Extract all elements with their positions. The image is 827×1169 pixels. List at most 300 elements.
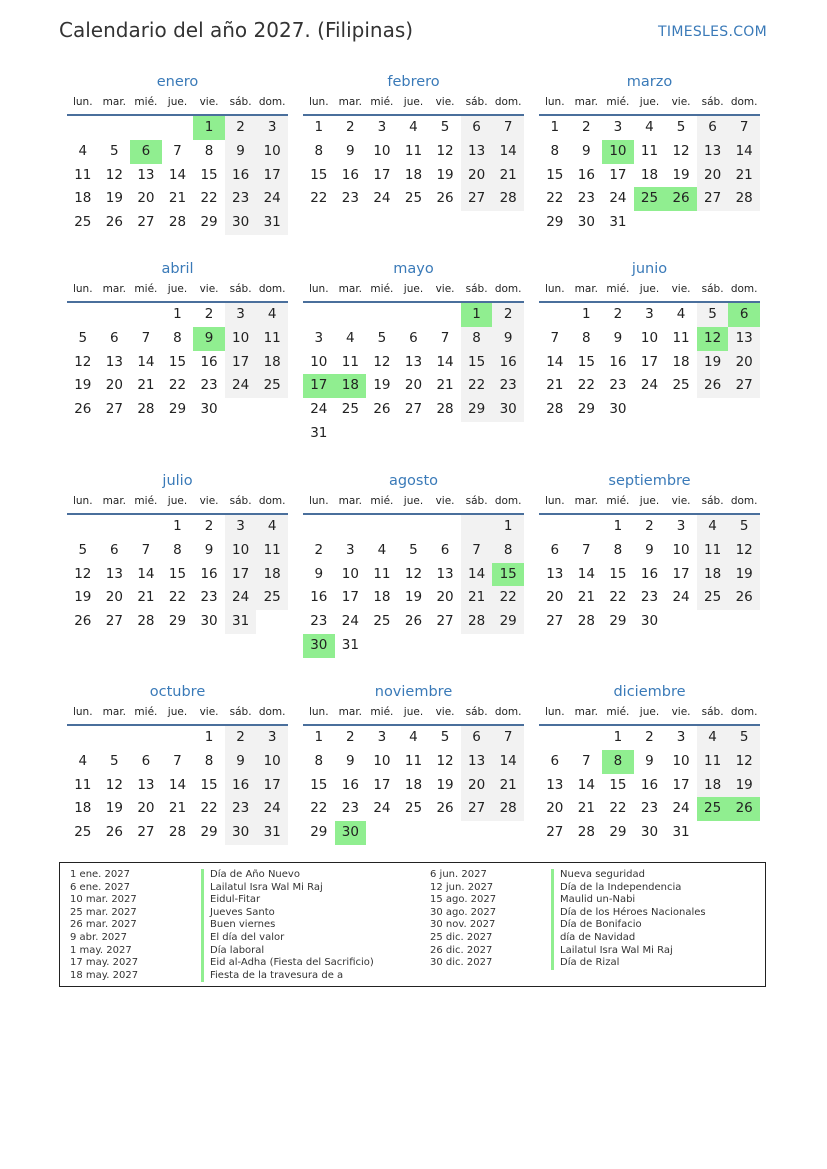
weekday-label: mar. bbox=[338, 283, 363, 295]
weekday-label: jue. bbox=[639, 283, 660, 295]
week-row bbox=[303, 539, 524, 563]
day-cell: 20 bbox=[546, 800, 564, 817]
legend-holiday-name: Día de la Independencia bbox=[551, 882, 706, 895]
day-cell: 17 bbox=[373, 776, 391, 793]
day-cell: 13 bbox=[697, 140, 729, 164]
day-cell: 17 bbox=[640, 353, 659, 370]
day-cell: 26 bbox=[373, 401, 391, 418]
day-cell: 7 bbox=[582, 752, 591, 769]
day-cell: 6 bbox=[550, 752, 560, 769]
weekday-label: dom. bbox=[494, 96, 522, 108]
empty-cell bbox=[429, 821, 461, 845]
day-cell: 3 bbox=[346, 541, 355, 558]
day-cell: 27 bbox=[461, 797, 493, 821]
empty-cell bbox=[697, 610, 729, 634]
weekday-label: sáb. bbox=[701, 96, 724, 108]
empty-cell bbox=[398, 515, 430, 539]
day-cell: 8 bbox=[204, 142, 214, 159]
empty-cell bbox=[366, 515, 398, 539]
day-cell: 3 bbox=[256, 116, 288, 140]
day-cell: 20 bbox=[105, 589, 123, 606]
weekday-label: lun. bbox=[308, 706, 329, 718]
day-cell: 6 bbox=[440, 541, 450, 558]
month-junio bbox=[539, 259, 760, 422]
day-cell: 8 bbox=[314, 752, 324, 769]
legend-holiday-name: Eid al-Adha (Fiesta del Sacrificio) bbox=[201, 957, 374, 970]
legend-date: 10 mar. 2027 bbox=[70, 894, 137, 906]
day-cell: 2 bbox=[645, 729, 654, 745]
day-cell: 12 bbox=[672, 142, 690, 159]
empty-cell bbox=[697, 398, 729, 422]
holiday-day-cell: 15 bbox=[492, 563, 524, 587]
day-cell: 15 bbox=[461, 351, 493, 375]
weekday-label: lun. bbox=[72, 96, 93, 108]
week-row bbox=[67, 374, 288, 398]
empty-cell bbox=[162, 726, 194, 750]
day-cell: 28 bbox=[492, 797, 524, 821]
week-row bbox=[303, 821, 524, 845]
day-cell: 21 bbox=[577, 589, 595, 606]
weekday-label: vie. bbox=[435, 706, 455, 718]
weekday-label: vie. bbox=[199, 96, 219, 108]
weekday-label: vie. bbox=[671, 706, 691, 718]
month-septiembre bbox=[539, 471, 760, 634]
weekday-label: sáb. bbox=[229, 283, 252, 295]
holiday-day-cell: 1 bbox=[461, 303, 493, 327]
day-cell: 21 bbox=[492, 164, 524, 188]
week-row bbox=[303, 610, 524, 634]
legend-date: 12 jun. 2027 bbox=[430, 881, 494, 893]
weekday-header bbox=[303, 92, 524, 116]
day-cell: 25 bbox=[672, 377, 690, 394]
empty-cell bbox=[398, 303, 430, 327]
weekday-label: dom. bbox=[258, 96, 286, 108]
day-cell: 11 bbox=[672, 329, 690, 346]
week-row bbox=[539, 821, 760, 845]
day-cell: 14 bbox=[137, 565, 155, 582]
month-name: noviembre bbox=[374, 684, 453, 700]
day-cell: 20 bbox=[105, 377, 123, 394]
day-cell: 22 bbox=[577, 377, 595, 394]
day-cell: 27 bbox=[697, 187, 729, 211]
week-row bbox=[303, 187, 524, 211]
holiday-day-cell: 30 bbox=[335, 821, 367, 845]
holiday-day-cell: 6 bbox=[728, 303, 760, 327]
day-cell: 9 bbox=[225, 750, 257, 774]
week-row bbox=[67, 303, 288, 327]
week-row bbox=[303, 351, 524, 375]
month-agosto bbox=[303, 471, 524, 658]
day-cell: 20 bbox=[461, 774, 493, 798]
week-row bbox=[67, 116, 288, 140]
day-cell: 8 bbox=[492, 539, 524, 563]
month-mayo bbox=[303, 259, 524, 446]
day-cell: 6 bbox=[461, 116, 493, 140]
week-row bbox=[539, 303, 760, 327]
brand-logo-link[interactable]: TIMESLES.COM bbox=[658, 24, 767, 40]
day-cell: 23 bbox=[640, 589, 659, 606]
day-cell: 31 bbox=[609, 214, 627, 231]
day-cell: 7 bbox=[173, 752, 182, 769]
weekday-header bbox=[539, 702, 760, 726]
day-cell: 1 bbox=[314, 119, 324, 135]
week-row bbox=[303, 774, 524, 798]
holiday-day-cell: 25 bbox=[634, 187, 666, 211]
month-marzo bbox=[539, 72, 760, 235]
day-cell: 14 bbox=[461, 563, 493, 587]
weekday-label: mar. bbox=[574, 706, 599, 718]
day-cell: 27 bbox=[404, 401, 423, 418]
day-cell: 3 bbox=[676, 518, 686, 534]
day-cell: 19 bbox=[373, 377, 391, 394]
week-row bbox=[539, 539, 760, 563]
day-cell: 15 bbox=[609, 565, 627, 582]
day-cell: 15 bbox=[546, 166, 564, 183]
day-cell: 31 bbox=[310, 424, 328, 441]
day-cell: 22 bbox=[461, 374, 493, 398]
day-cell: 16 bbox=[310, 589, 328, 606]
weekday-label: sáb. bbox=[465, 96, 488, 108]
day-cell: 23 bbox=[200, 589, 218, 606]
day-cell: 7 bbox=[492, 726, 524, 750]
month-name: marzo bbox=[626, 74, 673, 90]
day-cell: 4 bbox=[697, 726, 729, 750]
week-row bbox=[303, 515, 524, 539]
month-diciembre bbox=[539, 682, 760, 845]
day-cell: 14 bbox=[728, 140, 760, 164]
week-row bbox=[539, 586, 760, 610]
day-cell: 17 bbox=[609, 166, 627, 183]
weekday-label: mar. bbox=[338, 96, 363, 108]
weekday-label: mar. bbox=[102, 495, 127, 507]
day-cell: 14 bbox=[577, 776, 595, 793]
day-cell: 9 bbox=[613, 329, 623, 346]
day-cell: 18 bbox=[373, 589, 391, 606]
day-cell: 11 bbox=[640, 142, 659, 159]
holiday-day-cell: 10 bbox=[602, 140, 634, 164]
week-row bbox=[67, 610, 288, 634]
day-cell: 24 bbox=[310, 401, 328, 418]
weekday-label: vie. bbox=[671, 283, 691, 295]
week-row bbox=[67, 140, 288, 164]
weekday-label: jue. bbox=[639, 96, 660, 108]
day-cell: 9 bbox=[492, 327, 524, 351]
weekday-header bbox=[67, 702, 288, 726]
weekday-label: mar. bbox=[102, 96, 127, 108]
empty-cell bbox=[697, 211, 729, 235]
day-cell: 31 bbox=[225, 610, 257, 634]
empty-cell bbox=[634, 398, 666, 422]
day-cell: 18 bbox=[256, 351, 288, 375]
day-cell: 6 bbox=[550, 541, 560, 558]
day-cell: 13 bbox=[436, 565, 454, 582]
day-cell: 4 bbox=[676, 306, 686, 322]
weekday-label: sáb. bbox=[229, 495, 252, 507]
weekday-label: jue. bbox=[639, 495, 660, 507]
day-cell: 22 bbox=[546, 190, 564, 207]
day-cell: 8 bbox=[461, 327, 493, 351]
day-cell: 2 bbox=[225, 726, 257, 750]
day-cell: 23 bbox=[609, 377, 627, 394]
week-row bbox=[539, 374, 760, 398]
day-cell: 24 bbox=[672, 800, 690, 817]
weekday-label: lun. bbox=[72, 283, 93, 295]
day-cell: 17 bbox=[672, 565, 690, 582]
day-cell: 9 bbox=[204, 541, 214, 558]
empty-cell bbox=[665, 610, 697, 634]
day-cell: 1 bbox=[550, 119, 560, 135]
day-cell: 5 bbox=[110, 752, 119, 769]
empty-cell bbox=[634, 211, 666, 235]
empty-cell bbox=[256, 398, 288, 422]
week-row bbox=[303, 303, 524, 327]
day-cell: 7 bbox=[550, 329, 560, 346]
month-febrero bbox=[303, 72, 524, 211]
day-cell: 5 bbox=[78, 329, 88, 346]
week-row bbox=[303, 422, 524, 446]
day-cell: 21 bbox=[137, 589, 155, 606]
day-cell: 1 bbox=[314, 729, 324, 745]
weekday-label: mié. bbox=[134, 706, 158, 718]
month-name: julio bbox=[162, 473, 193, 489]
legend-holiday-name: Jueves Santo bbox=[201, 907, 374, 920]
day-cell: 26 bbox=[697, 374, 729, 398]
day-cell: 26 bbox=[74, 613, 92, 630]
week-row bbox=[303, 750, 524, 774]
day-cell: 23 bbox=[341, 190, 359, 207]
empty-cell bbox=[429, 515, 461, 539]
weekday-label: vie. bbox=[671, 96, 691, 108]
legend-holiday-name: Buen viernes bbox=[201, 919, 374, 932]
week-row bbox=[539, 351, 760, 375]
day-cell: 25 bbox=[256, 586, 288, 610]
weekday-label: dom. bbox=[258, 495, 286, 507]
day-cell: 9 bbox=[346, 752, 355, 769]
day-cell: 6 bbox=[110, 329, 119, 346]
day-cell: 4 bbox=[377, 541, 387, 558]
day-cell: 24 bbox=[672, 589, 690, 606]
weekday-label: mié. bbox=[606, 283, 630, 295]
day-cell: 1 bbox=[204, 729, 214, 745]
day-cell: 28 bbox=[168, 824, 187, 841]
day-cell: 3 bbox=[314, 329, 324, 346]
day-cell: 22 bbox=[492, 586, 524, 610]
day-cell: 2 bbox=[204, 518, 214, 534]
week-row bbox=[67, 750, 288, 774]
day-cell: 16 bbox=[200, 565, 218, 582]
legend-holiday-name: Lailatul Isra Wal Mi Raj bbox=[201, 882, 374, 895]
weekday-label: vie. bbox=[435, 283, 455, 295]
day-cell: 23 bbox=[310, 613, 328, 630]
day-cell: 11 bbox=[256, 327, 288, 351]
month-abril bbox=[67, 259, 288, 422]
week-row bbox=[303, 586, 524, 610]
day-cell: 23 bbox=[640, 800, 659, 817]
week-row bbox=[67, 726, 288, 750]
day-cell: 29 bbox=[310, 824, 328, 841]
day-cell: 8 bbox=[173, 329, 182, 346]
weekday-label: mar. bbox=[338, 495, 363, 507]
day-cell: 25 bbox=[256, 374, 288, 398]
day-cell: 27 bbox=[105, 401, 123, 418]
day-cell: 24 bbox=[373, 800, 391, 817]
week-row bbox=[67, 515, 288, 539]
day-cell: 8 bbox=[582, 329, 591, 346]
day-cell: 28 bbox=[168, 214, 187, 231]
month-name: junio bbox=[631, 261, 668, 277]
day-cell: 15 bbox=[577, 353, 595, 370]
week-row bbox=[303, 374, 524, 398]
day-cell: 18 bbox=[74, 190, 92, 207]
day-cell: 24 bbox=[640, 377, 659, 394]
weekday-label: mar. bbox=[102, 706, 127, 718]
legend-holiday-name: El día del valor bbox=[201, 932, 374, 945]
day-cell: 13 bbox=[461, 750, 493, 774]
day-cell: 16 bbox=[341, 166, 359, 183]
empty-cell bbox=[398, 821, 430, 845]
day-cell: 18 bbox=[404, 776, 423, 793]
week-row bbox=[539, 398, 760, 422]
day-cell: 17 bbox=[256, 164, 288, 188]
day-cell: 6 bbox=[697, 116, 729, 140]
weekday-header bbox=[539, 279, 760, 303]
weekday-label: vie. bbox=[199, 706, 219, 718]
week-row bbox=[303, 797, 524, 821]
day-cell: 1 bbox=[492, 515, 524, 539]
day-cell: 14 bbox=[546, 353, 564, 370]
day-cell: 29 bbox=[200, 214, 218, 231]
weekday-label: vie. bbox=[671, 495, 691, 507]
weekday-label: mar. bbox=[338, 706, 363, 718]
day-cell: 2 bbox=[314, 541, 324, 558]
day-cell: 7 bbox=[582, 541, 591, 558]
day-cell: 10 bbox=[672, 541, 690, 558]
week-row bbox=[303, 116, 524, 140]
day-cell: 15 bbox=[168, 353, 187, 370]
day-cell: 6 bbox=[141, 752, 151, 769]
legend-names-left bbox=[201, 869, 374, 982]
day-cell: 3 bbox=[645, 306, 654, 322]
weekday-label: vie. bbox=[435, 495, 455, 507]
day-cell: 3 bbox=[613, 119, 623, 135]
day-cell: 4 bbox=[256, 303, 288, 327]
week-row bbox=[303, 398, 524, 422]
holiday-day-cell: 17 bbox=[303, 374, 335, 398]
day-cell: 14 bbox=[168, 776, 187, 793]
day-cell: 16 bbox=[640, 776, 659, 793]
day-cell: 27 bbox=[461, 187, 493, 211]
day-cell: 11 bbox=[341, 353, 359, 370]
empty-cell bbox=[99, 515, 131, 539]
weekday-header bbox=[303, 279, 524, 303]
day-cell: 3 bbox=[256, 726, 288, 750]
weekday-label: sáb. bbox=[465, 706, 488, 718]
day-cell: 20 bbox=[546, 589, 564, 606]
weekday-label: sáb. bbox=[465, 495, 488, 507]
day-cell: 10 bbox=[256, 140, 288, 164]
day-cell: 14 bbox=[137, 353, 155, 370]
holiday-day-cell: 1 bbox=[193, 116, 225, 140]
weekday-label: vie. bbox=[199, 495, 219, 507]
day-cell: 30 bbox=[225, 821, 257, 845]
day-cell: 26 bbox=[436, 800, 454, 817]
legend-holiday-name: Día de los Héroes Nacionales bbox=[551, 907, 706, 920]
day-cell: 24 bbox=[225, 374, 257, 398]
legend-names-right bbox=[551, 869, 706, 970]
day-cell: 13 bbox=[137, 776, 155, 793]
day-cell: 24 bbox=[373, 190, 391, 207]
legend-date: 15 ago. 2027 bbox=[430, 894, 497, 906]
week-row bbox=[67, 797, 288, 821]
day-cell: 14 bbox=[492, 750, 524, 774]
empty-cell bbox=[366, 634, 398, 658]
day-cell: 25 bbox=[341, 401, 359, 418]
day-cell: 13 bbox=[105, 565, 123, 582]
legend-date: 9 abr. 2027 bbox=[70, 931, 128, 943]
legend-date: 26 dic. 2027 bbox=[430, 944, 493, 956]
weekday-header bbox=[303, 491, 524, 515]
day-cell: 19 bbox=[728, 774, 760, 798]
day-cell: 21 bbox=[168, 800, 187, 817]
day-cell: 5 bbox=[728, 515, 760, 539]
day-cell: 20 bbox=[728, 351, 760, 375]
day-cell: 21 bbox=[461, 586, 493, 610]
day-cell: 5 bbox=[697, 303, 729, 327]
day-cell: 2 bbox=[346, 729, 355, 745]
day-cell: 13 bbox=[546, 565, 564, 582]
day-cell: 17 bbox=[341, 589, 359, 606]
weekday-header bbox=[539, 92, 760, 116]
empty-cell bbox=[335, 422, 367, 446]
day-cell: 11 bbox=[373, 565, 391, 582]
day-cell: 1 bbox=[173, 306, 182, 322]
holiday-legend bbox=[59, 862, 766, 987]
day-cell: 30 bbox=[225, 211, 257, 235]
legend-date: 25 dic. 2027 bbox=[430, 931, 493, 943]
weekday-label: mié. bbox=[134, 495, 158, 507]
day-cell: 27 bbox=[105, 613, 123, 630]
day-cell: 17 bbox=[225, 563, 257, 587]
day-cell: 30 bbox=[640, 613, 659, 630]
weekday-header bbox=[303, 702, 524, 726]
day-cell: 11 bbox=[256, 539, 288, 563]
day-cell: 12 bbox=[728, 539, 760, 563]
week-row bbox=[539, 515, 760, 539]
empty-cell bbox=[366, 303, 398, 327]
day-cell: 2 bbox=[346, 119, 355, 135]
day-cell: 10 bbox=[373, 142, 391, 159]
empty-cell bbox=[728, 610, 760, 634]
week-row bbox=[539, 187, 760, 211]
week-row bbox=[303, 327, 524, 351]
day-cell: 10 bbox=[225, 327, 257, 351]
day-cell: 1 bbox=[173, 518, 182, 534]
legend-date: 6 ene. 2027 bbox=[70, 881, 130, 893]
day-cell: 1 bbox=[613, 518, 623, 534]
day-cell: 21 bbox=[492, 774, 524, 798]
week-row bbox=[67, 563, 288, 587]
empty-cell bbox=[130, 116, 162, 140]
week-row bbox=[539, 140, 760, 164]
day-cell: 11 bbox=[74, 776, 92, 793]
empty-cell bbox=[492, 422, 524, 446]
empty-cell bbox=[665, 211, 697, 235]
month-enero bbox=[67, 72, 288, 235]
weekday-label: lun. bbox=[308, 283, 329, 295]
weekday-label: dom. bbox=[494, 495, 522, 507]
weekday-label: mar. bbox=[574, 96, 599, 108]
weekday-label: mar. bbox=[574, 283, 599, 295]
